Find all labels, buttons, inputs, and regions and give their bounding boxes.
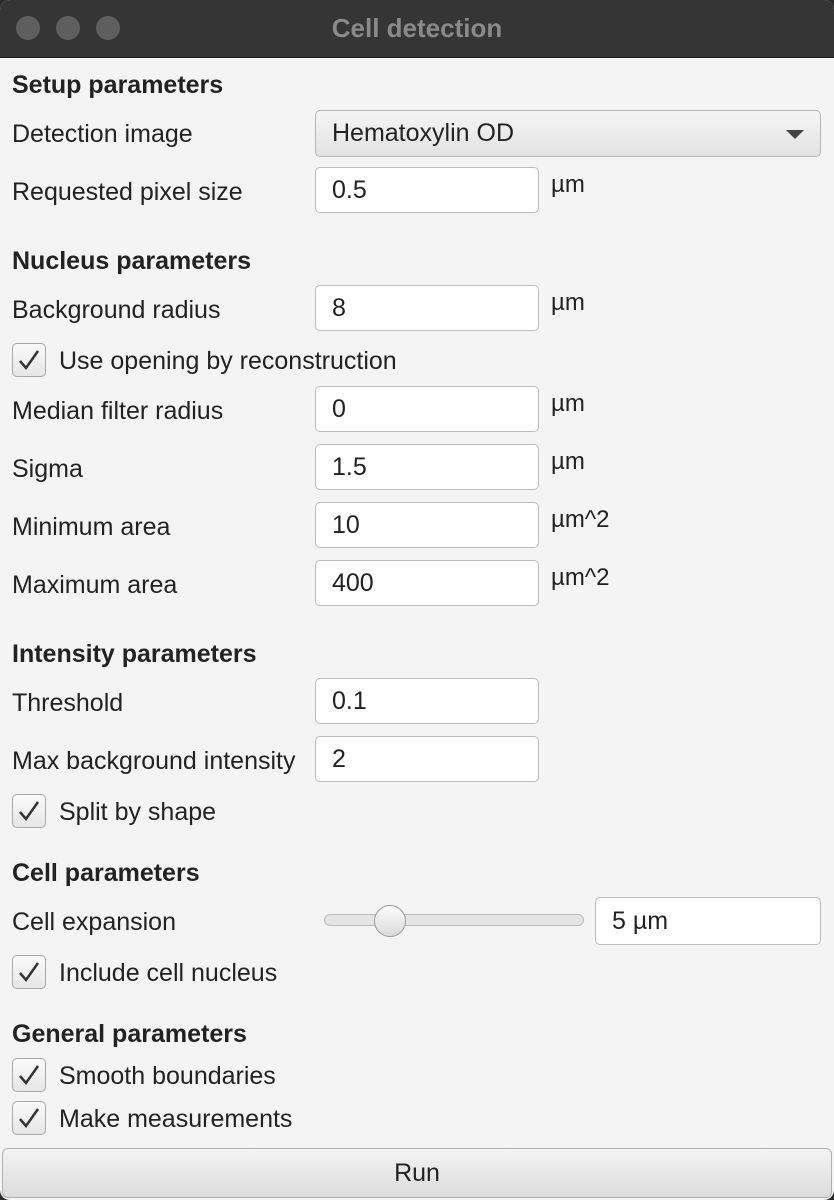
maximum-area-label: Maximum area	[12, 571, 178, 599]
general-parameters-heading: General parameters	[12, 1020, 247, 1048]
threshold-label: Threshold	[12, 689, 124, 717]
pixel-size-input[interactable]: 0.5	[315, 167, 539, 213]
sigma-input[interactable]: 1.5	[315, 444, 539, 490]
max-background-input[interactable]: 2	[315, 736, 539, 782]
smooth-boundaries-label: Smooth boundaries	[59, 1062, 276, 1090]
checkmark-icon	[16, 347, 42, 373]
detection-image-value: Hematoxylin OD	[332, 119, 514, 147]
cell-expansion-slider-thumb[interactable]	[374, 905, 406, 937]
include-nucleus-checkbox[interactable]	[12, 955, 46, 989]
cell-expansion-input[interactable]: 5 µm	[595, 897, 821, 945]
sigma-unit: µm	[551, 448, 585, 475]
background-radius-unit: µm	[551, 289, 585, 316]
intensity-parameters-heading: Intensity parameters	[12, 640, 257, 668]
make-measurements-label: Make measurements	[59, 1105, 293, 1133]
sigma-label: Sigma	[12, 455, 83, 483]
minimum-area-input[interactable]: 10	[315, 502, 539, 548]
cell-parameters-heading: Cell parameters	[12, 859, 200, 887]
median-filter-label: Median filter radius	[12, 397, 224, 425]
median-filter-input[interactable]: 0	[315, 386, 539, 432]
title-bar	[0, 0, 834, 58]
threshold-input[interactable]: 0.1	[315, 678, 539, 724]
checkmark-icon	[16, 959, 42, 985]
smooth-boundaries-checkbox[interactable]	[12, 1058, 46, 1092]
run-button[interactable]: Run	[2, 1148, 832, 1198]
checkmark-icon	[16, 1105, 42, 1131]
background-radius-input[interactable]: 8	[315, 285, 539, 331]
detection-image-label: Detection image	[12, 120, 193, 148]
minimum-area-unit: µm^2	[551, 506, 610, 533]
split-by-shape-checkbox[interactable]	[12, 794, 46, 828]
include-nucleus-label: Include cell nucleus	[59, 959, 278, 987]
nucleus-parameters-heading: Nucleus parameters	[12, 247, 252, 275]
window-title: Cell detection	[331, 13, 503, 43]
checkmark-icon	[16, 1062, 42, 1088]
detection-image-dropdown[interactable]	[315, 110, 821, 157]
minimum-area-label: Minimum area	[12, 513, 171, 541]
make-measurements-checkbox[interactable]	[12, 1101, 46, 1135]
split-by-shape-label: Split by shape	[59, 798, 217, 826]
max-background-label: Max background intensity	[12, 747, 296, 775]
pixel-size-unit: µm	[551, 171, 585, 198]
median-filter-unit: µm	[551, 390, 585, 417]
maximum-area-unit: µm^2	[551, 564, 610, 591]
maximum-area-input[interactable]: 400	[315, 560, 539, 606]
pixel-size-label: Requested pixel size	[12, 178, 243, 206]
opening-checkbox-label: Use opening by reconstruction	[59, 347, 397, 375]
checkmark-icon	[16, 798, 42, 824]
chevron-down-icon	[786, 130, 804, 139]
cell-expansion-label: Cell expansion	[12, 908, 176, 936]
background-radius-label: Background radius	[12, 296, 221, 324]
setup-parameters-heading: Setup parameters	[12, 71, 224, 99]
cell-expansion-slider-track[interactable]	[324, 914, 584, 926]
opening-checkbox[interactable]	[12, 343, 46, 377]
